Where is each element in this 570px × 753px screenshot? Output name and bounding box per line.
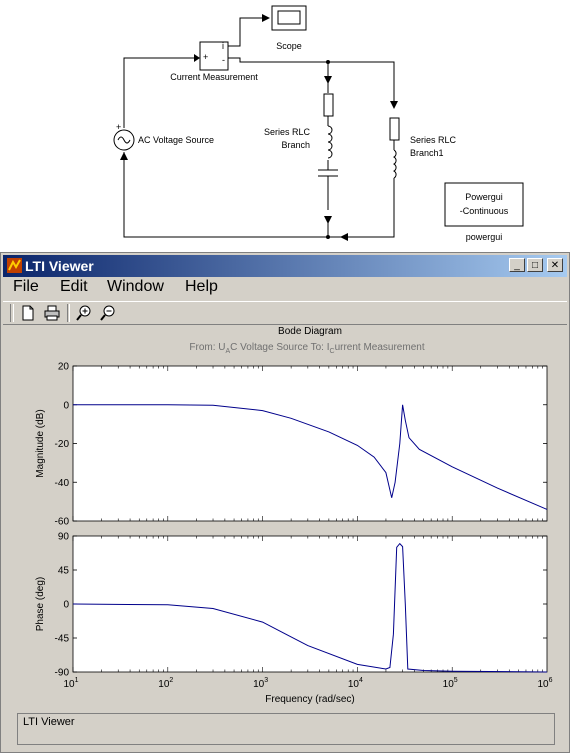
rlc2-label-line2: Branch1 — [410, 148, 444, 158]
powergui-block[interactable] — [445, 183, 523, 226]
magnitude-panel — [35, 362, 547, 528]
y-tick-label: -20 — [54, 439, 69, 450]
menu-bar — [3, 278, 567, 298]
y-tick-label: 90 — [57, 531, 69, 543]
rlc1-label-line1: Series RLC — [263, 127, 310, 137]
current-port-i: i — [222, 41, 224, 51]
rlc2-label-line1: Series RLC — [410, 135, 457, 145]
y-tick-label: 0 — [63, 599, 69, 611]
y-tick-label: 20 — [57, 361, 69, 373]
zoom-out-icon[interactable] — [99, 304, 117, 322]
y-axis-label: Phase (deg) — [35, 576, 46, 632]
x-tick-label: $10^2$ — [158, 677, 174, 690]
menu-window[interactable]: Window — [107, 278, 164, 295]
y-tick-label: -90 — [54, 667, 69, 679]
title-bar[interactable] — [3, 255, 567, 277]
current-port-plus: + — [203, 52, 209, 62]
menu-edit[interactable]: Edit — [60, 278, 88, 295]
toolbar-separator — [67, 304, 70, 322]
simulink-schematic — [0, 0, 570, 250]
status-text: LTI Viewer — [23, 716, 75, 728]
x-axis-label: Frequency (rad/sec) — [265, 694, 355, 705]
maximize-button[interactable]: □ — [527, 258, 543, 272]
toolbar-grip — [10, 304, 14, 322]
toolbar — [3, 301, 567, 325]
axes-frame — [73, 536, 547, 672]
powergui-line2: -Continuous — [459, 206, 509, 216]
x-tick-label: $10^6$ — [537, 677, 553, 690]
voltage-source-label: AC Voltage Source — [138, 135, 215, 145]
menu-help[interactable]: Help — [185, 278, 218, 295]
voltage-source-plus: + — [116, 122, 122, 132]
zoom-in-icon[interactable] — [75, 304, 93, 322]
close-button[interactable]: ✕ — [547, 258, 563, 272]
scope-label: Scope — [276, 41, 302, 51]
wire-arrows — [120, 14, 398, 241]
x-tick-label: $10^5$ — [442, 677, 458, 690]
x-tick-label: $10^4$ — [347, 677, 363, 690]
y-tick-label: -40 — [54, 477, 69, 489]
y-tick-label: -45 — [54, 633, 69, 645]
window-title: LTI Viewer — [25, 258, 94, 274]
status-box — [17, 713, 555, 745]
y-axis-label: Magnitude (dB) — [35, 409, 46, 478]
y-tick-label: -60 — [54, 516, 69, 528]
matlab-app-icon — [7, 258, 22, 273]
bode-plot[interactable] — [3, 325, 567, 710]
new-file-icon[interactable] — [19, 304, 37, 322]
x-tick-label: $10^3$ — [253, 677, 269, 690]
y-tick-label: 45 — [57, 565, 69, 577]
rlc1-label-line2: Branch — [281, 140, 310, 150]
current-measurement-label: Current Measurement — [170, 72, 258, 82]
current-port-minus: - — [222, 55, 225, 65]
powergui-caption: powergui — [465, 232, 503, 242]
wires — [124, 18, 394, 237]
powergui-line1: Powergui — [465, 192, 503, 202]
chart-subtitle: From: $U_AC$ Voltage Source To: $I_Current$ Measurement — [189, 342, 425, 355]
x-tick-label: $10^1$ — [63, 677, 79, 690]
print-icon[interactable] — [43, 304, 61, 322]
chart-title: Bode Diagram — [278, 326, 342, 337]
ac-voltage-source[interactable] — [114, 130, 134, 150]
scope-block[interactable] — [272, 6, 306, 30]
axes-frame — [73, 366, 547, 521]
phase-panel — [35, 532, 547, 679]
minimize-button[interactable]: _ — [509, 258, 525, 272]
menu-file[interactable]: File — [13, 278, 39, 295]
y-tick-label: 0 — [63, 400, 69, 412]
lti-viewer-window — [0, 252, 570, 753]
